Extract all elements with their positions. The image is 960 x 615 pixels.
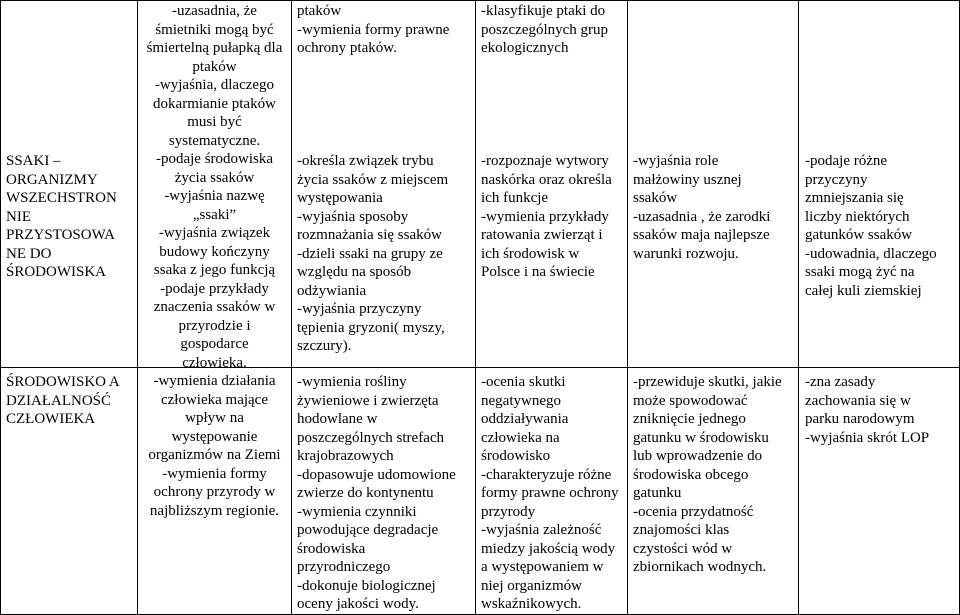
section-title-srodowisko: ŚRODOWISKO A DZIAŁALNOŚĆ CZŁOWIEKA — [6, 374, 120, 427]
requirements-cell-col3-mid: -określa związek trybu życia ssaków z miejscem występowania -wyjaśnia sposoby rozmnażania się ssaków -dzieli ssaki na grupy ze względu na sposób odżywiania -wyjaśnia przyczyny tępienia gryzoni( myszy, szczury). — [297, 153, 449, 354]
requirements-cell-col5-bottom: -przewiduje skutki, jakie może spowodować zniknięcie jednego gatunku w środowisku lub wprowadzenie do środowiska obcego gatunku -ocenia przydatność znajomości klas czystości wód w zbiornikach wodnych. — [633, 374, 782, 575]
requirements-cell-col6-bottom: -zna zasady zachowania się w parku narodowym -wyjaśnia skrót LOP — [805, 374, 930, 446]
requirements-cell-col3-bottom: -wymienia rośliny żywieniowe i zwierzęta hodowlane w poszczególnych strefach krajobrazowych -dopasowuje udomowione zwierze do kontynentu -wymienia czynniki powodujące degradacje środowiska przyrodniczego -dokonuje biologicznej oceny jakości wody. — [297, 374, 456, 612]
table-column-divider — [291, 0, 292, 615]
requirements-cell-col2: -uzasadnia, że śmietniki mogą być śmiertelną pułapką dla ptaków -wyjaśnia, dlaczego dokarmianie ptaków musi być systematyczne. -podaje środowiska życia ssaków -wyjaśnia nazwę „ssaki” -wyjaśnia związek budowy kończyny ssaka z jego funkcją -podaje przykłady znaczenia ssaków w przyrodzie i gospodarce człowieka. -wymienia działania człowieka mające wpływ na występowanie organizmów na Ziemi -wymienia formy ochrony przyrody w najbliższym regionie. — [146, 3, 283, 519]
requirements-cell-col4-top: -klasyfikuje ptaki do poszczególnych grup ekologicznych — [481, 3, 609, 56]
requirements-cell-col4-mid: -rozpoznaje wytwory naskórka oraz określa ich funkcje -wymienia przykłady ratowania zwierząt i ich środowisk w Polsce i na świecie — [481, 153, 612, 280]
table-column-divider — [627, 0, 628, 615]
table-border-left — [0, 0, 1, 615]
table-column-divider — [798, 0, 799, 615]
table-border-top — [0, 0, 960, 1]
table-column-divider — [475, 0, 476, 615]
section-title-ssaki: SSAKI – ORGANIZMY WSZECHSTRON NIE PRZYSTOSOWA NE DO ŚRODOWISKA — [6, 153, 117, 280]
requirements-cell-col6-mid: -podaje różne przyczyny zmniejszania się liczby niektórych gatunków ssaków -udowadnia, dlaczego ssaki mogą żyć na całej kuli ziemskiej — [805, 153, 937, 299]
requirements-cell-col5-mid: -wyjaśnia role małżowiny usznej ssaków -uzasadnia , że zarodki ssaków maja najlepsze warunki rozwoju. — [633, 153, 771, 262]
requirements-cell-col3-top: ptaków -wymienia formy prawne ochrony ptaków. — [297, 3, 450, 56]
requirements-cell-col4-bottom: -ocenia skutki negatywnego oddziaływania człowieka na środowisko -charakteryzuje różne formy prawne ochrony przyrody -wyjaśnia zależność miedzy jakością wody a występowaniem w niej organizmów wskaźnikowych. — [481, 374, 619, 612]
